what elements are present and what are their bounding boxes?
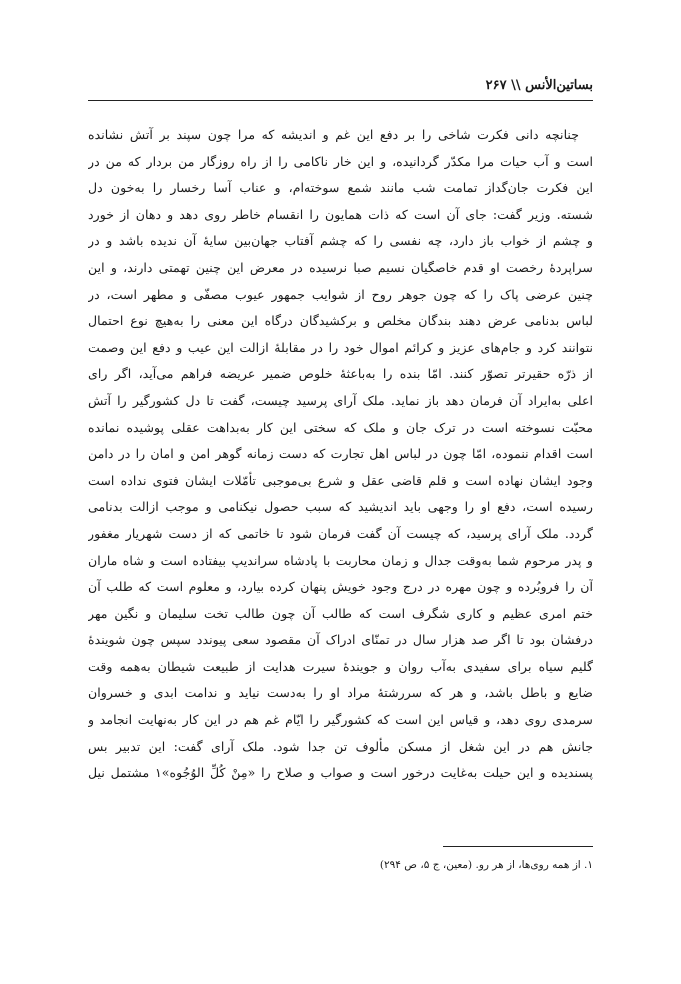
text-line: و پدر مرحوم شما به‌وقت جدال و زمان محاربت با پادشاه سراندیپ بیفتاده است و شاه ماران <box>88 552 593 568</box>
text-line: رسیده است، دفع او را وجهی باید اندیشید که سبب حصول نیکنامی و موجب ازالت بدنامی <box>88 499 593 515</box>
text-line: آن را فروبُرده و چون مهره در درج وجود خویش پنهان کرده بیارد، و معلوم است که طلب آن <box>88 579 593 595</box>
text-line: نتوانند کرد و جام‌های عزیز و کرائم اموال خود را در مقابلهٔ ازالت این عیب و دفع این وصمت <box>88 339 593 355</box>
body-text <box>88 122 593 787</box>
text-line: و چشم از خواب باز دارد، چه نفسی را که چشم آفتاب جهان‌بین سایهٔ آن ندیده باشد و در <box>88 233 593 249</box>
text-line: وجود ایشان نهاده است و قلم قاضی عقل و شرع بی‌موجبی تأمّلات ایشان فتوی نداده است <box>88 472 593 488</box>
text-line: ختم امری عظیم و کاری شگرف است که طالب آن چون طالب تخت سلیمان و نگین مهر <box>88 605 593 621</box>
text-line: این فکرت جان‌گداز تمامت شب مانند شمع سوخته‌ام، و عناب آسا رخسار را به‌خون دل <box>88 180 593 196</box>
text-line: چنانچه دانی فکرت شاخی را بر دفع این غم و اندیشه که مرا چون سپند بر آتش نشانده <box>88 127 579 142</box>
running-header: بساتین‌الأنس \\ ۲۶۷ <box>485 78 593 93</box>
text-line: از ذرّه حقیرتر تصوّر کنند. امّا بنده را به‌باعثهٔ خلوص ضمیر عریضه فراهم می‌آید، اگر رای <box>88 366 593 382</box>
text-line: اعلی به‌ایراد آن فرمان دهد باز نماید. ملک آرای پرسید چیست، گفت تا دل کشورگیر را آتش <box>88 392 593 408</box>
text-line: پسندیده و این حیلت به‌غایت درخور است و صواب و صلاح را «مِنْ کُلِّ الوُجُوه»۱ مشتمل نیل <box>88 765 593 781</box>
text-line: درفشان بود تا اگر صد هزار سال در تمنّای ادراک آن مقصود سعی پیوندد سپس چون شویندهٔ <box>88 632 593 648</box>
text-line: است و آب حیات مرا مکدّر گردانیده، و این خار ناکامی را از راه روزگار من بردار که من در <box>88 153 593 169</box>
text-line: سراپردهٔ رخصت او قدم خاصگیان نسیم صبا نرسیده در معرض این چنین تهمتی دارند، و این <box>88 259 593 275</box>
header-rule <box>88 100 593 101</box>
footnote-rule <box>443 846 593 847</box>
text-line: چنین عرضی پاک را که چون جوهر روح از شوایب جمهور عیوب مصفّی و مطهر است، در <box>88 286 593 302</box>
text-line: شسته. وزیر گفت: جای آن است که ذات همایون را انقسام خاطر روی دهد و دهان از خورد <box>88 206 593 222</box>
text-line: گلیم سیاه برای سفیدی به‌آب روان و جویندهٔ سیرت هدایت از طبیعت شیطان به‌همه وقت <box>88 658 593 674</box>
text-line: سرمدی روی دهد، و قیاس این است که کشورگیر را ایّام غم هم در این کار به‌نهایت انجامد و <box>88 712 593 728</box>
text-line: است اقدام ننموده، امّا چون در لباس اهل تجارت که دست زمانه گوهر امن و امان را در دامن <box>88 446 593 462</box>
text-line: گردد. ملک آرای پرسید، که چیست آن گفت فرمان شود تا خاتمی که از دست شهریار مغفور <box>88 525 593 541</box>
text-line: محبّت نسوخته است در ترک جان و ملک که سختی این کار به‌بداهت عقلی پوشیده نمانده <box>88 419 593 435</box>
text-line: لباس بدنامی عرض دهند بندگان مخلص و برکشیدگان درگاه این معنی را به‌هیچ نوع احتمال <box>88 313 593 329</box>
text-line: ضایع و باطل باشد، و هر که سررشتهٔ مراد او را به‌دست نیاید و ندامت ابدی و خسروان <box>88 685 593 701</box>
text-line: جانش هم در این شغل از مسکن مألوف تن جدا شود. ملک آرای گفت: این تدبیر بس <box>88 738 593 754</box>
footnote: ۱. از همه روی‌ها، از هر رو. (معین، ج ۵، ص ۲۹۴) <box>379 859 593 871</box>
